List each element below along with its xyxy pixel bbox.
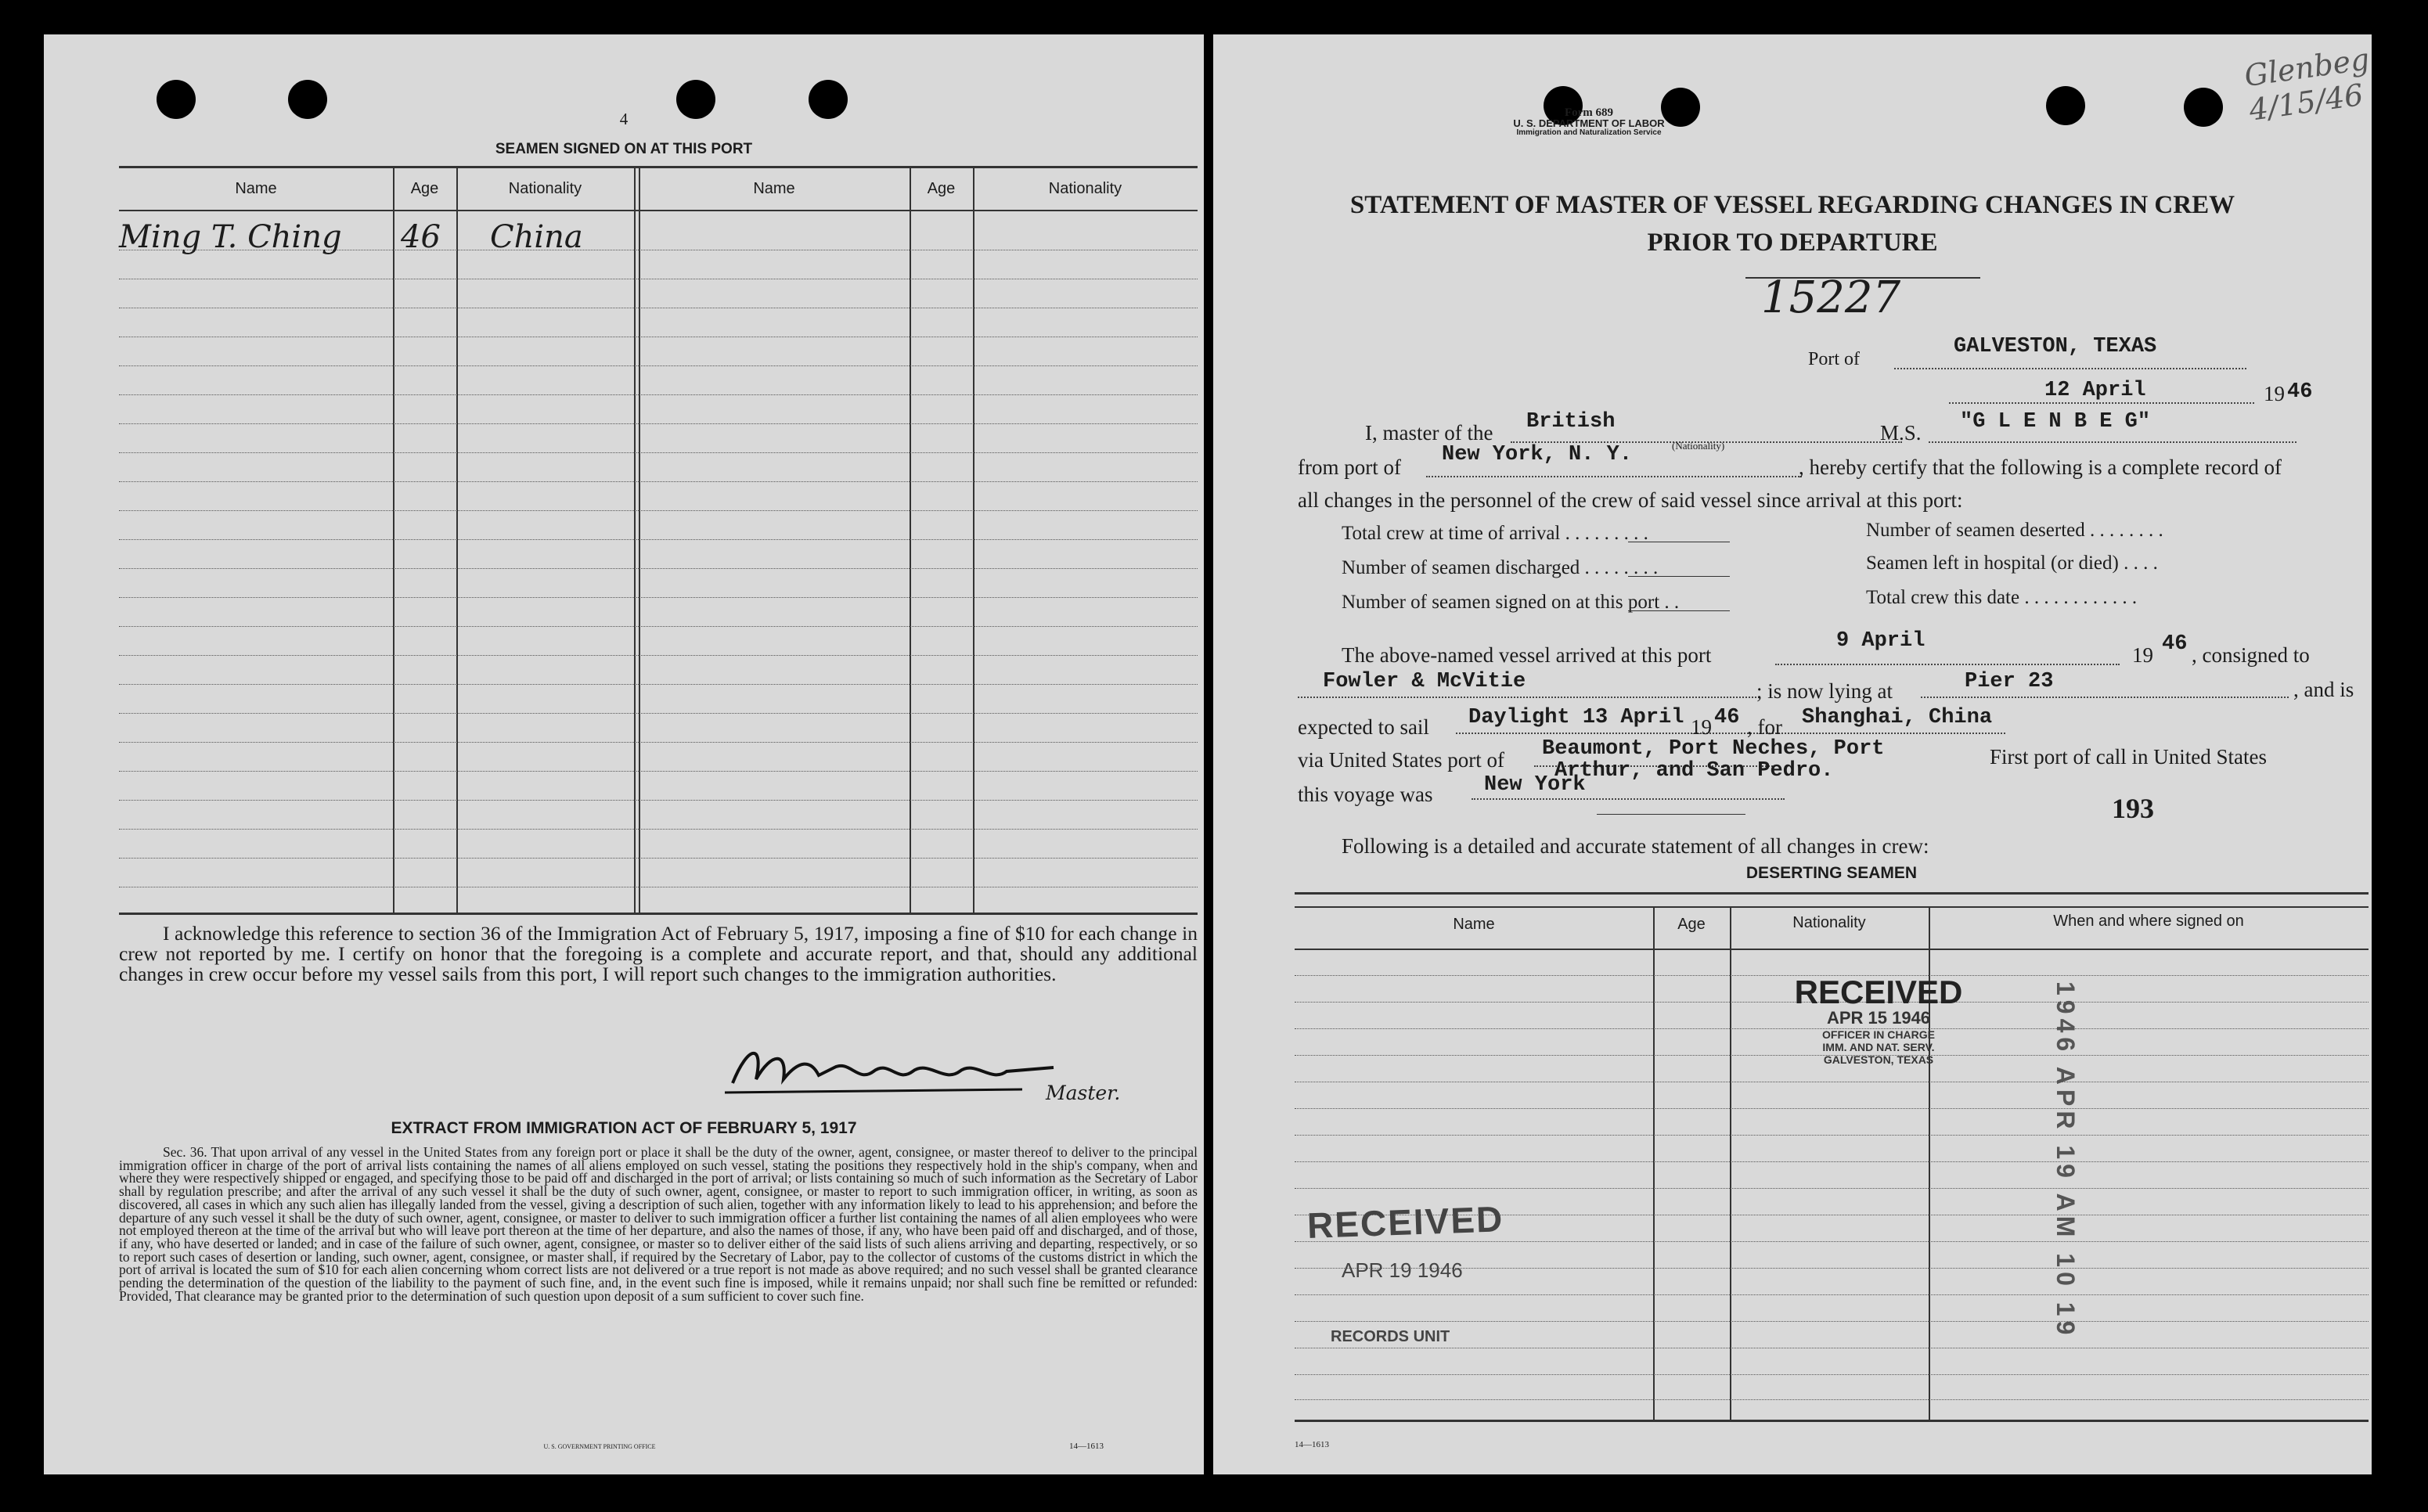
nationality-value: British <box>1526 410 1616 434</box>
via-value-line1: Beaumont, Port Neches, Port <box>1542 737 1885 761</box>
year-value: 46 <box>2287 380 2313 404</box>
received-stamp-line: OFFICER IN CHARGE <box>1822 1028 1935 1041</box>
sail-value: Daylight 13 April <box>1468 706 1684 729</box>
written-number: 193 <box>2112 793 2154 824</box>
consigned-text: , consigned to <box>2192 643 2310 667</box>
date-value: 12 April <box>2044 379 2146 402</box>
column-header-name: Name <box>753 180 795 197</box>
destination: Shanghai, China <box>1802 706 1993 729</box>
received-stamp-galveston <box>1761 974 1996 1066</box>
master-label: Master. <box>1046 1082 1121 1104</box>
from-port-value: New York, N. Y. <box>1442 443 1633 466</box>
entry-age: 46 <box>401 219 441 255</box>
arrived-date: 9 April <box>1836 629 1925 653</box>
voyage-text: this voyage was <box>1298 783 1433 806</box>
nationality-caption: (Nationality) <box>1672 440 1725 452</box>
following-text: Following is a detailed and accurate statement of all changes in crew: <box>1342 834 1929 858</box>
year-prefix: 19 <box>2264 382 2285 405</box>
column-header-age: Age <box>410 180 439 197</box>
port-label: Port of <box>1808 349 1860 369</box>
count-deserted: Number of seamen deserted . . . . . . . . <box>1866 520 2163 541</box>
received-stamp-date: APR 15 1946 <box>1826 1008 1931 1028</box>
arrived-year: 46 <box>2162 632 2188 656</box>
vessel-name: "G L E N B E G" <box>1960 410 2151 434</box>
form-title-line2: PRIOR TO DEPARTURE <box>1647 229 1938 257</box>
form-number: Form 689 <box>1564 106 1614 119</box>
port-value: GALVESTON, TEXAS <box>1954 335 2157 358</box>
page-number: 4 <box>619 110 629 128</box>
count-signed-on: Number of seamen signed on at this port . . <box>1342 592 1680 613</box>
field-line <box>1921 697 2289 698</box>
consignee: Fowler & McVitie <box>1323 670 1526 693</box>
lying-text: ; is now lying at <box>1756 679 1893 703</box>
lying-value: Pier 23 <box>1965 670 2054 693</box>
ms-label: M.S. <box>1880 421 1922 445</box>
entry-nationality: China <box>490 219 583 255</box>
count-total-arrival: Total crew at time of arrival . . . . . . . . . <box>1342 523 1648 544</box>
field-line <box>1894 368 2246 369</box>
column-header-name: Name <box>235 180 277 197</box>
field-line <box>1794 733 2005 734</box>
form-code: 14—1613 <box>1069 1442 1104 1451</box>
column-header-name: Name <box>1453 916 1495 933</box>
field-line <box>1472 798 1785 800</box>
field-line <box>1426 476 1802 477</box>
column-header-nationality: Nationality <box>1792 914 1866 931</box>
table-bottom-rule <box>119 913 1198 915</box>
arrived-year-prefix: 19 <box>2132 643 2153 667</box>
field-line <box>1628 610 1730 611</box>
for-text: , for <box>1747 715 1782 739</box>
from-port-label: from port of <box>1298 455 1401 479</box>
printing-office: U. S. GOVERNMENT PRINTING OFFICE <box>543 1443 656 1450</box>
all-changes-text: all changes in the personnel of the crew of said vessel since arrival at this port: <box>1298 488 1963 512</box>
extract-title: EXTRACT FROM IMMIGRATION ACT OF FEBRUARY 5, 1917 <box>391 1119 857 1137</box>
table-header-rule <box>119 210 1198 211</box>
received-stamp-line: IMM. AND NAT. SERV. <box>1822 1041 1935 1053</box>
master-of-label: I, master of the <box>1365 421 1493 445</box>
certify-text: , hereby certify that the following is a complete record of <box>1799 455 2282 479</box>
punch-hole <box>2184 88 2223 127</box>
extract-body: Sec. 36. That upon arrival of any vessel in the United States from any foreign port or place it shall be the duty of the owner, agent, consignee, or master thereof to deliver to the principal immigration officer in charge of the port of arrival lists containing the names of all aliens employed on such vessel, stating the positions they respectively hold in the ship's company, when and where they were respectively shipped or engaged, and specifying those to be paid off and discharged in the port of arrival; or lists containing so much of such information as the Secretary of Labor shall by regulation prescribe; and after the arrival of any such vessel it shall be the duty of such owner, agent, consignee, or master to report to such immigration officer, in writing, as soon as discovered, all cases in which any such alien has illegally landed from the vessel, giving a description of such alien, together with any information likely to lead to his apprehension; and before the departure of any such vessel it shall be the duty of such owner, agent, consignee, or master to deliver to such immigration officer a further list containing the names of all alien employees who were not employed thereon at the time of the arrival but who will leave port thereon at the time of her departure, and also the names of those, if any, who have been paid off and discharged, and of those, if any, who have deserted or landed; and in case of the failure of such owner, agent, consignee, or master so to deliver either of the said lists of such aliens arriving and departing, respectively, or so to report such cases of desertion or landing, such owner, agent, consignee, or master shall, if required by the Secretary of Labor, pay to the collector of customs of the customs district in which the port of arrival is located the sum of $10 for each alien concerning whom correct lists are not delivered or a true report is not made as above required; and no such vessel shall be granted clearance pending the determination of the question of the liability to the payment of such fine, and, in the event such fine is imposed, while it remains unpaid; nor shall such fine be remitted or refunded: Provided, That clearance may be granted prior to the determination of such question upon deposit of a sum sufficient to cover such fine. <box>119 1144 1198 1304</box>
received-stamp-title: RECEIVED <box>1306 1198 1505 1246</box>
entry-name: Ming T. Ching <box>119 219 342 255</box>
punch-hole <box>2046 86 2085 125</box>
received-stamp-line: GALVESTON, TEXAS <box>1823 1053 1934 1066</box>
column-divider <box>1653 906 1655 1420</box>
field-line <box>1597 814 1745 815</box>
section-title: SEAMEN SIGNED ON AT THIS PORT <box>495 141 753 157</box>
deserting-title: DESERTING SEAMEN <box>1745 864 1918 882</box>
field-line <box>1628 576 1730 577</box>
column-divider <box>1730 906 1731 1420</box>
acknowledgement-text: I acknowledge this reference to section 36 of the Immigration Act of February 5, 1917, imposing a fine of $10 for each change in crew not reported by me. I certify on honor that the foregoing is a complete and accurate report, and that, should any additional changes in crew occur before my vessel sails from this port, I will report such changes to the immigration authorities. <box>119 922 1198 985</box>
service: Immigration and Naturalization Service <box>1516 128 1662 137</box>
corner-handwritten-note: Glenbeg 4/15/46 <box>2242 41 2372 128</box>
and-is-text: , and is <box>2293 678 2354 701</box>
received-stamp-line: RECORDS UNIT <box>1331 1328 1450 1345</box>
table-header-rule <box>1295 949 2369 950</box>
count-discharged: Number of seamen discharged . . . . . . . . <box>1342 557 1659 578</box>
received-stamp-date: APR 19 1946 <box>1342 1258 1463 1282</box>
via-text: via United States port of <box>1298 748 1504 772</box>
count-hospital: Seamen left in hospital (or died) . . . . <box>1866 553 2158 574</box>
right-page <box>1213 34 2372 1474</box>
voyage-value: New York <box>1484 773 1586 797</box>
table-top-rule <box>1295 906 2369 908</box>
expected-text: expected to sail <box>1298 715 1429 739</box>
received-stamp-title: RECEIVED <box>1794 974 1963 1010</box>
vertical-date-stamp: 1946 APR 19 AM 10 19 <box>2052 981 2080 1340</box>
form-title-line1: STATEMENT OF MASTER OF VESSEL REGARDING CHANGES IN CREW <box>1349 191 2235 219</box>
form-code: 14—1613 <box>1295 1440 1329 1449</box>
column-header-signed-on: When and where signed on <box>2053 913 2244 930</box>
table-bottom-rule <box>1295 1420 2369 1422</box>
received-stamp-records <box>1307 1199 1620 1346</box>
department: U. S. DEPARTMENT OF LABOR <box>1513 117 1665 129</box>
table-top-rule <box>1295 892 2369 895</box>
sail-year: 46 <box>1714 706 1740 729</box>
left-page <box>44 34 1204 1474</box>
field-line <box>1775 664 2120 665</box>
field-line <box>1949 402 2254 404</box>
sail-year-prefix: 19 <box>1691 715 1712 739</box>
field-line <box>1298 697 1760 698</box>
table-top-rule <box>119 166 1198 168</box>
arrived-text: The above-named vessel arrived at this port <box>1342 643 1712 667</box>
via-value-line2: Arthur, and San Pedro. <box>1554 759 1834 783</box>
handwritten-number: 15227 <box>1761 272 1901 323</box>
first-port-text: First port of call in United States <box>1990 745 2267 769</box>
field-line <box>1929 441 2297 443</box>
column-header-nationality: Nationality <box>508 180 582 197</box>
count-total-date: Total crew this date . . . . . . . . . . . . <box>1866 587 2138 608</box>
column-header-nationality: Nationality <box>1048 180 1122 197</box>
column-header-age: Age <box>1677 916 1706 933</box>
column-header-age: Age <box>927 180 956 197</box>
